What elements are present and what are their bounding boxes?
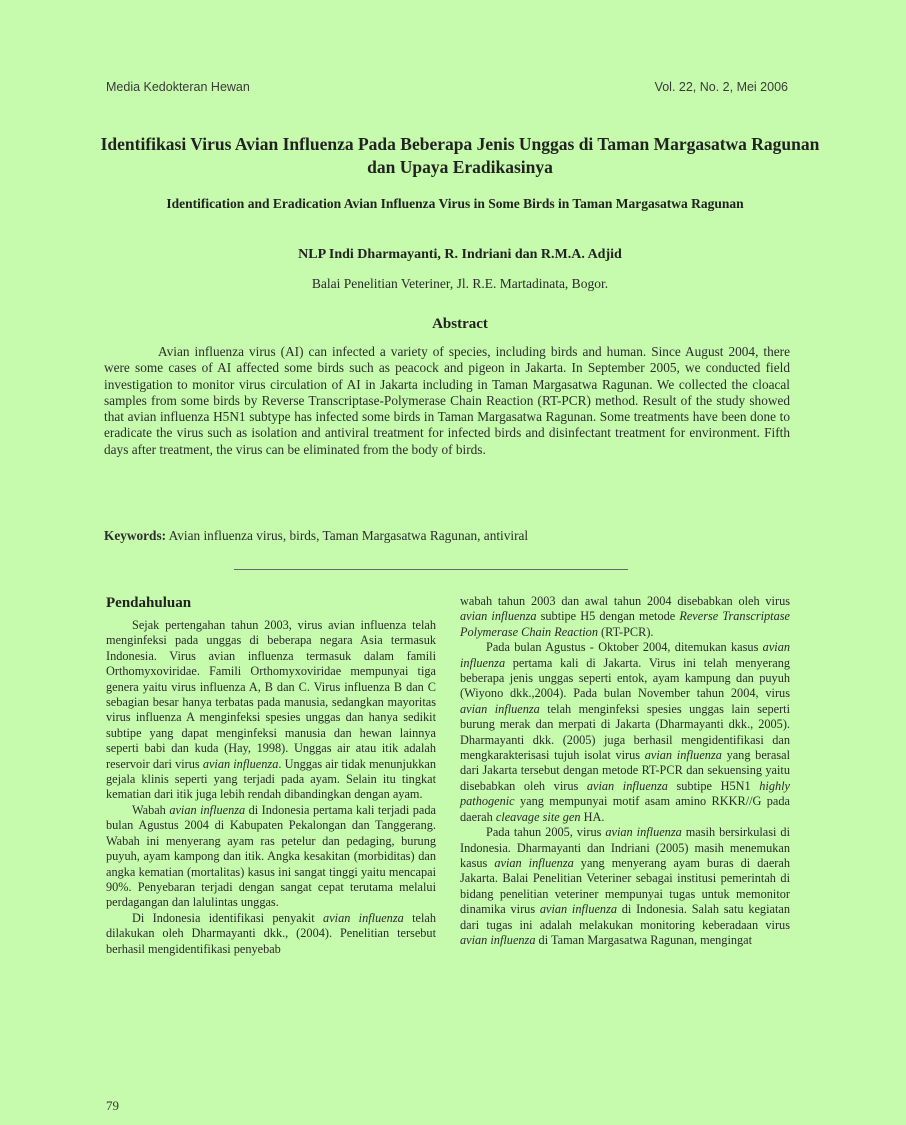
keywords [104,528,794,544]
intro-paragraph-continued: wabah tahun 2003 dan awal tahun 2004 disebabkan oleh virus avian influenza subtipe H5 dengan metode Reverse Transcriptase Polymerase Chain Reaction (RT-PCR). [460,594,790,639]
page-number: 79 [106,1098,119,1113]
paper-title: Identifikasi Virus Avian Influenza Pada Beberapa Jenis Unggas di Taman Margasatwa Ragunan dan Upaya Eradikasinya [100,134,820,177]
intro-paragraph-5: Pada tahun 2005, virus avian influenza masih bersirkulasi di Indonesia. Dharmayanti dan Indriani (2005) masih menemukan kasus avian influenza yang menyerang ayam buras di daerah Jakarta. Balai Penelitian Veteriner sebagai institusi pemerintah di bidang penelitian veteriner mempunyai tugas untuk memonitor dinamika virus avian influenza di Indonesia. Salah satu kegiatan dari tugas ini adalah melakukan monitoring keberadaan virus avian influenza di Taman Margasatwa Ragunan, mengingat [460,825,791,947]
section-divider [234,569,628,570]
right-column [460,594,790,948]
journal-name: Media Kedokteran Hewan [106,80,250,94]
running-head [106,80,788,94]
paper-subtitle: Identification and Eradication Avian Influenza Virus in Some Birds in Taman Margasatwa Ragunan [166,196,744,211]
intro-paragraph-3: Di Indonesia identifikasi penyakit avian influenza telah dilakukan oleh Dharmayanti dkk., (2004). Penelitian tersebut berhasil mengidentifikasi penyebab [106,910,436,956]
intro-heading: Pendahuluan [106,595,192,611]
abstract-heading: Abstract [432,316,488,332]
intro-paragraph-2: Wabah avian influenza di Indonesia pertama kali terjadi pada bulan Agustus 2004 di Kabupaten Pekalongan dan Tanggerang. Wabah ini menyerang ayam ras petelur dan pedaging, burung puyuh, ayam kampong dan itik. Angka kesakitan (morbiditas) dan angka kematian (mortalitas) kasus ini sangat tinggi yaitu mencapai 90%. Penyebaran terjadi dengan sangat cepat terutama melalui perdagangan dan lalulintas unggas. [106,802,436,910]
affiliation: Balai Penelitian Veteriner, Jl. R.E. Martadinata, Bogor. [311,276,609,291]
intro-paragraph-4: Pada bulan Agustus - Oktober 2004, ditemukan kasus avian influenza pertama kali di Jakarta. Virus ini telah menyerang beberapa jenis unggas seperti entok, ayam kampung dan puyuh (Wiyono dkk.,2004). Pada bulan November tahun 2004, virus avian influenza telah menginfeksi spesies unggas lain seperti burung merak dan merpati di Jakarta (Dharmayanti dkk., 2005). Dharmayanti dkk. (2005) juga berhasil mengidentifikasi dan mengkarakterisasi tujuh isolat virus avian influenza yang berasal dari Jakarta tersebut dengan metode RT-PCR dan sekuensing yaitu disebabkan oleh virus avian influenza subtipe H5N1 highly pathogenic yang mempunyai motif asam amino RKKR//G pada daerah cleavage site gen HA. [460,640,791,824]
abstract-text: Avian influenza virus (AI) can infected a variety of species, including birds and human. Since August 2004, there were some cases of AI affected some birds such as peacock and pigeon in Jakarta. In September 2005, we conducted field investigation to monitor virus circulation of AI in Jakarta including in Taman Margasatwa Ragunan. We collected the cloacal samples from some birds by Reverse Transcriptase-Polymerase Chain Reaction (RT-PCR) method. Result of the study showed that avian influenza H5N1 subtype has infected some birds in Taman Margasatwa Ragunan. Some treatments have been done to eradicate the virus such as isolation and antiviral treatment for infected birds and disinfectant treatment for environment. Fifth days after treatment, the virus can be eliminated from the body of birds. [104,344,790,457]
keywords-text: Avian influenza virus, birds, Taman Margasatwa Ragunan, antiviral [168,528,529,543]
journal-issue: Vol. 22, No. 2, Mei 2006 [654,80,788,94]
left-column [106,594,436,957]
authors: NLP Indi Dharmayanti, R. Indriani dan R.M.A. Adjid [298,247,622,262]
intro-paragraph-1: Sejak pertengahan tahun 2003, virus avian influenza telah menginfeksi pada unggas di beberapa negara Asia termasuk Indonesia. Virus avian influenza termasuk dalam famili Orthomyxoviridae. Famili Orthomyxoviridae mempunyai tiga genera yaitu virus influenza A, B dan C. Virus influenza B dan C sebagian besar hanya terbatas pada manusia, sedangkan mayoritas virus influenza A menginfeksi spesies unggas dan hanya sedikit subtipe yang dapat menginfeksi manusia dan hewan lainnya seperti babi dan kuda (Hay, 1998). Unggas air atau itik adalah reservoir dari virus avian influenza. Unggas air tidak menunjukkan gejala klinis seperti yang terjadi pada ayam. Selain itu tingkat kematian dari itik juga lebih rendah dibandingkan dengan ayam. [106,618,437,802]
keywords-label: Keywords: [104,528,167,543]
